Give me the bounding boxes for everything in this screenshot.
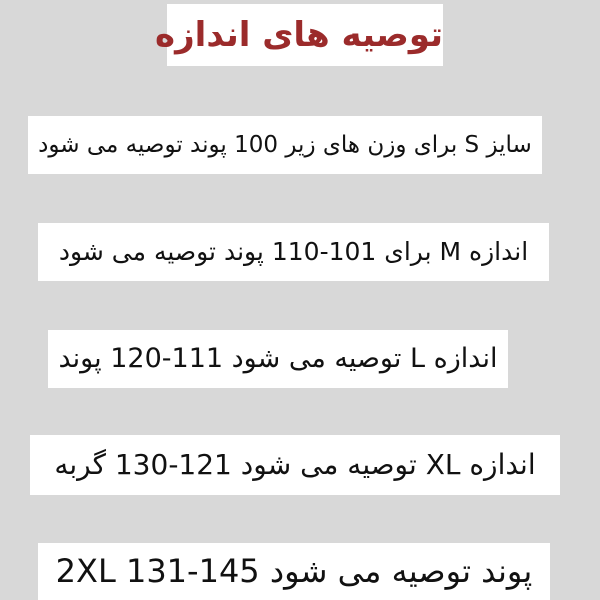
size-recommendation-2xl: پوند توصیه می شود 2XL 131-145 bbox=[38, 543, 550, 600]
size-recommendation-m: اندازه M برای 101-110 پوند توصیه می شود bbox=[38, 223, 549, 281]
page-title: توصیه های اندازه bbox=[167, 4, 443, 66]
size-recommendation-xl: اندازه XL توصیه می شود 121-130 گربه bbox=[30, 435, 560, 495]
size-recommendation-s: سایز S برای وزن های زیر 100 پوند توصیه می شود bbox=[28, 116, 542, 174]
size-recommendation-l: اندازه L توصیه می شود 111-120 پوند bbox=[48, 330, 508, 388]
